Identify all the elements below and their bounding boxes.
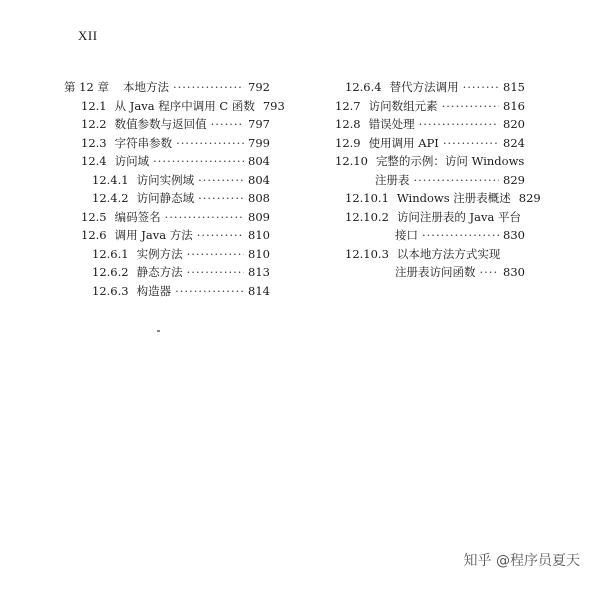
page-number: XII bbox=[78, 28, 98, 43]
toc-entry[interactable] bbox=[64, 78, 270, 97]
toc-entry-title: 静态方法 bbox=[136, 265, 183, 279]
toc-entry-number: 12.6.1 bbox=[92, 246, 129, 261]
toc-leader-dots bbox=[153, 152, 244, 171]
toc-entry-page: 829 bbox=[518, 191, 541, 205]
toc-entry[interactable] bbox=[64, 189, 270, 208]
toc-entry[interactable] bbox=[335, 152, 525, 189]
toc-entry-number: 12.3 bbox=[81, 135, 107, 150]
toc-entry[interactable] bbox=[335, 115, 525, 134]
toc-left-column bbox=[64, 78, 285, 300]
toc-entry-title: 数值参数与返回值 bbox=[114, 117, 207, 131]
toc-entry-number: 12.6.3 bbox=[92, 283, 129, 298]
toc-entry-page: 814 bbox=[248, 283, 270, 298]
toc-entry-page: 808 bbox=[248, 191, 270, 205]
toc-entry[interactable] bbox=[64, 152, 270, 171]
toc-entry-number: 12.4.2 bbox=[92, 191, 129, 205]
toc-entry[interactable] bbox=[335, 245, 525, 282]
toc-entry[interactable] bbox=[64, 282, 270, 301]
toc-entry-number: 12.4 bbox=[81, 154, 107, 168]
toc-entry-number: 12.10.1 bbox=[345, 191, 389, 205]
toc-entry[interactable] bbox=[64, 226, 270, 245]
toc-entry-title: 构造器 bbox=[136, 283, 172, 298]
toc-entry-page: 804 bbox=[248, 172, 270, 187]
scan-speck bbox=[157, 330, 160, 332]
toc-entry-title-continuation: 注册表 bbox=[375, 172, 410, 187]
toc-entry-title: 访问实例域 bbox=[136, 172, 195, 187]
toc-entry-number: 12.6.4 bbox=[345, 80, 382, 94]
toc-entry-number: 12.6 bbox=[81, 228, 107, 242]
toc-entry-page: 820 bbox=[503, 117, 525, 131]
toc-entry-number: 12.10 bbox=[335, 154, 368, 168]
toc-leader-dots bbox=[197, 226, 244, 245]
toc-entry-number: 12.6.2 bbox=[92, 265, 129, 279]
toc-entry-number: 12.2 bbox=[81, 117, 107, 131]
toc-entry[interactable] bbox=[64, 134, 270, 153]
toc-entry-title: 以本地方法方式实现 bbox=[396, 246, 501, 261]
toc-leader-dots bbox=[175, 282, 244, 301]
toc-leader-dots bbox=[414, 171, 500, 190]
toc-entry-title-continuation: 接口 bbox=[395, 228, 418, 242]
toc-entry[interactable] bbox=[64, 208, 270, 227]
toc-entry-page: 830 bbox=[503, 228, 525, 242]
toc-entry-title-continuation: 注册表访问函数 bbox=[395, 265, 476, 279]
toc-leader-dots bbox=[173, 78, 244, 97]
toc-entry-page: 813 bbox=[248, 265, 270, 279]
toc-entry-number: 12.10.2 bbox=[345, 209, 389, 224]
toc-leader-dots bbox=[187, 263, 244, 282]
toc-leader-dots bbox=[442, 97, 499, 116]
toc-entry-page: 797 bbox=[248, 117, 270, 131]
toc-entry-number: 12.5 bbox=[81, 209, 107, 224]
toc-entry-page: 793 bbox=[262, 98, 285, 113]
toc-leader-dots bbox=[165, 208, 244, 227]
toc-entry-page: 809 bbox=[248, 209, 270, 224]
toc-entry-number: 12.1 bbox=[81, 98, 107, 113]
toc-entry[interactable] bbox=[335, 78, 525, 97]
toc-entry[interactable] bbox=[64, 171, 270, 190]
toc-entry-page: 799 bbox=[248, 135, 270, 150]
toc-entry[interactable] bbox=[64, 245, 270, 264]
toc-entry-page: 829 bbox=[503, 172, 525, 187]
toc-entry-title: 本地方法 bbox=[122, 80, 169, 94]
toc-entry-number: 12.7 bbox=[335, 98, 361, 113]
toc-entry-title: 编码签名 bbox=[114, 209, 161, 224]
toc-entry-title: 实例方法 bbox=[136, 246, 183, 261]
toc-entry-title: 字符串参数 bbox=[114, 135, 173, 150]
toc-entry-page: 792 bbox=[248, 80, 270, 94]
toc-entry-page: 815 bbox=[503, 80, 525, 94]
toc-entry-title: 访问注册表的 Java 平台 bbox=[396, 209, 522, 224]
toc-entry-title: 错误处理 bbox=[368, 117, 415, 131]
toc-entry[interactable] bbox=[335, 208, 525, 245]
toc-leader-dots bbox=[176, 134, 244, 153]
toc-leader-dots bbox=[443, 134, 499, 153]
toc-entry[interactable] bbox=[335, 97, 525, 116]
toc-entry-title: 调用 Java 方法 bbox=[114, 228, 193, 242]
toc-entry-number: 12.8 bbox=[335, 117, 361, 131]
watermark: 知乎 @程序员夏天 bbox=[463, 553, 580, 569]
toc-entry-number: 12.4.1 bbox=[92, 172, 129, 187]
toc-leader-dots bbox=[211, 115, 244, 134]
toc-entry-title: 从 Java 程序中调用 C 函数 bbox=[114, 98, 255, 113]
toc-entry[interactable] bbox=[64, 97, 285, 116]
toc-entry-number: 12.10.3 bbox=[345, 246, 389, 261]
toc-entry-page: 810 bbox=[248, 246, 270, 261]
toc-entry[interactable] bbox=[64, 115, 270, 134]
toc-entry-title: 访问数组元素 bbox=[368, 98, 438, 113]
toc-entry-title: Windows 注册表概述 bbox=[396, 191, 511, 205]
toc-leader-dots bbox=[198, 171, 244, 190]
toc-entry-number: 第 12 章 bbox=[64, 80, 109, 94]
toc-leader-dots bbox=[422, 226, 499, 245]
toc-entry-title: 替代方法调用 bbox=[389, 80, 459, 94]
toc-entry-page: 830 bbox=[503, 265, 525, 279]
toc-entry-page: 816 bbox=[503, 98, 525, 113]
toc-entry-title: 访问静态域 bbox=[136, 191, 195, 205]
toc-entry-page: 824 bbox=[503, 135, 525, 150]
toc-entry-page: 810 bbox=[248, 228, 270, 242]
toc-entry-number: 12.9 bbox=[335, 135, 361, 150]
toc-entry-title: 访问域 bbox=[114, 154, 150, 168]
toc-right-column bbox=[335, 78, 541, 282]
toc-entry[interactable] bbox=[64, 263, 270, 282]
toc-entry-title: 完整的示例：访问 Windows bbox=[375, 154, 525, 168]
toc-leader-dots bbox=[419, 115, 499, 134]
toc-entry[interactable] bbox=[335, 134, 525, 153]
toc-entry-title: 使用调用 API bbox=[368, 135, 439, 150]
toc-entry-page: 804 bbox=[248, 154, 270, 168]
toc-leader-dots bbox=[480, 263, 500, 282]
toc-leader-dots bbox=[187, 245, 244, 264]
toc-leader-dots bbox=[463, 78, 499, 97]
toc-leader-dots bbox=[198, 189, 244, 208]
toc-entry[interactable] bbox=[335, 189, 541, 208]
